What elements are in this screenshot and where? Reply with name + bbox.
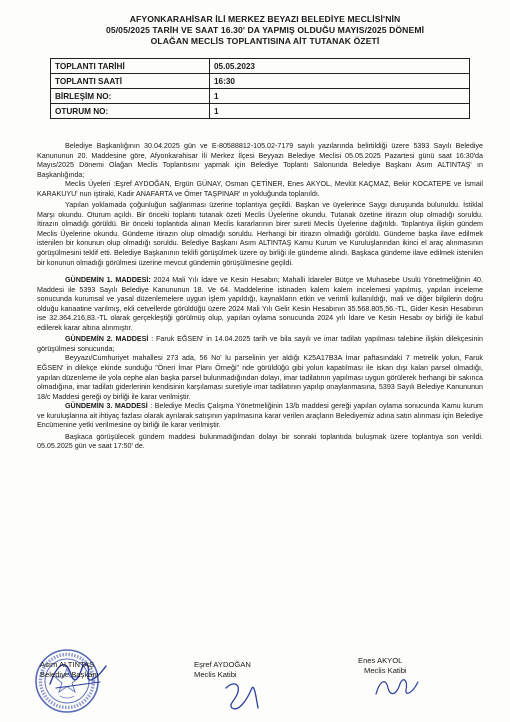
session-no-value: 1 [210,89,470,104]
intro-paragraph: Belediye Başkanlığının 30.04.2025 gün ve E-80588812-105.02-7179 sayılı yazılarında belirtildiği üzere 5393 Sayılı Belediye Kanununun 20. Maddesine göre, Afyonkarahisar İli Merkez İlçesi Beyyazı Belediye Meclisi 05.05.2025 Pazartesi günü saat 16:30'da Mayıs/2025 Dönemi Olağan Meclis Toplantısını yapmak için Belediye Toplantı Salonunda Belediye Başkanı Asım ALTINTAŞ' ın Başkanlığında; [37,142,483,179]
clerk-2-name: Enes AKYOL [358,656,403,665]
agenda-item-1 [37,276,483,333]
meeting-time-value: 16:30 [210,74,470,89]
meeting-time-label: TOPLANTI SAATİ [51,74,210,89]
agenda-item-3 [37,402,483,431]
agenda-item-2-heading: GÜNDEMİN 2. MADDESİ [65,335,149,344]
minutes-body [37,142,483,454]
agenda-item-2 [37,335,483,354]
title-line-1: AFYONKARAHİSAR İLİ MERKEZ BEYAZI BELEDİYE MECLİSİ'NİN [129,14,401,24]
closing-paragraph: Başkaca görüşülecek gündem maddesi bulunmadığından dolayı bir sonraki toplantıda buluşmak üzere toplantıya son verildi. 05.05.2025 gün ve saat 17:50' de. [37,432,483,451]
meeting-info-table [50,58,470,119]
title-line-3: OLAĞAN MECLİS TOPLANTISINA AİT TUTANAK ÖZETİ [150,36,380,46]
signature-block-mayor [40,660,99,680]
clerk-1-signature [218,678,268,714]
table-row [51,74,470,89]
title-line-2: 05/05/2025 TARİH VE SAAT 16.30' DA YAPMIŞ OLDUĞU MAYIS/2025 DÖNEMİ [105,25,425,35]
signature-block-clerk-2 [358,656,407,676]
mayor-name: Asım ALTINTAŞ [40,660,95,669]
sitting-no-label: OTURUM NO: [51,104,210,119]
agenda-item-1-text: 2024 Mali Yılı İdare ve Kesin Hesabın; Mahalli İdareler Bütçe ve Muhasebe Usulü Yönetmeliğinin 40. Maddesi ile 5393 Sayılı Belediye Kanununun 18. Ve 64. Maddelerine istinaden kalem kalem incelemesi yapılmış, yapılan inceleme sonucunda kurumsal ve yasal düzenlemelere uygun işlem yapıldığı, kaynakların etkin ve verimli kullanıldığı, mali ve diğer bilgilerin doğru olduğu kanaatine varılmış, ekli cetvellerde görüldüğü üzere 2024 Mali Yılı Gelir Kesin Hesabının 35.568.805,56.-TL, Gider Kesin Hesabının ise 32.364.216,83.-TL olarak gerçekleştiği görülmüş olup, yapılan oylama sonucunda 2024 yılı İdare ve Kesin Hesabı oy birliği ile kabul edilerek karar altına alınmıştır. [37,276,483,332]
meeting-date-value: 05.05.2023 [210,59,470,74]
agenda-item-2-details: Beyyazı/Cumhuriyet mahallesi 273 ada, 56 No' lu parselinin yer aldığı K25A17B3A İmar paftasındaki 7 metrelik yolun, Faruk EĞSEN' in dilekçe ekinde sunduğu "Öneri İmar Planı Örneği" nde görüldüğü gibi yolun kapatılması ile iskan dışı kalan parsel olmadığı, yapılan düzenleme ile yola cephe alan başka parsel bulunmadığından dolayı, imar tadilatının yapılması uygun görülerek herhangi bir sakınca olmadığına, imar tadilatı giderlerinin kendisinin karşılaması suretiyle imar tadilatının yapılıp onaylanmasına, 5393 Sayılı Belediye Kanununun 18/c Maddesi gereği oy birliği ile karar verilmiştir. [37,354,483,401]
document-title [30,14,500,47]
meeting-date-label: TOPLANTI TARİHİ [51,59,210,74]
session-no-label: BİRLEŞİM NO: [51,89,210,104]
sitting-no-value: 1 [210,104,470,119]
proceedings-paragraph: Yapılan yoklamada çoğunluğun sağlanması üzerine toplantıya geçildi. Başkan ve üyelerince Saygı duruşunda bulunuldu. İstiklal Marşı okundu. Oturum açıldı. Bir önceki toplantı tutanak özeti Meclis Üyelerine okundu. Tutanak özetine itirazın olup olmadığı soruldu. İtirazın olmadığı görüldü. Bir önceki toplantıda alınan Meclis kararlarının birer sureti Meclis Üyelerine dağıtıldı. Toplantıya ilişkin gündem Meclis Üyelerine okundu. Gündeme itirazın olup olmadığı soruldu. Herhangi bir itirazın olmadığı görüldü. Gündeme başka ilave edilmek istenilen bir konunun olup olmadığı soruldu. Belediye Başkanı Asım ALTINTAŞ Kamu Kurum ve Kuruluşlarından ikinci el araç alınmasının görüşülmesini teklif etti. Belediye Başkanının teklifi görüşülmek üzere oy birliği ile gündeme alındı. Başkaca gündeme ilave edilmek istenilen bir konunun olmadığı görülmesi üzerine mevcut gündemin görüşülmesine geçildi. [37,201,483,267]
agenda-item-3-heading: GÜNDEMİN 3. MADDESİ [65,402,148,411]
agenda-item-2-text: : Faruk EĞSEN' in 14.04.2025 tarih ve bila sayılı ve imar tadilatı yapılması talebine ilişkin dilekçesinin görüşülmesi sonucunda; [37,335,483,353]
agenda-item-1-heading: GÜNDEMİN 1. MADDESİ: [65,276,151,285]
signature-block-clerk-1 [194,660,251,680]
clerk-1-title: Meclis Katibi [194,670,237,679]
table-row [51,104,470,119]
members-paragraph: Meclis Üyeleri :Eşref AYDOĞAN, Ergün GÜNAY, Osman ÇETİNER, Enes AKYOL, Mevlüt KAÇMAZ, Bekir KOCATEPE ve İsmail KARAKUYU' nun iştiraki, Kadir ANAFARTA ve Ömer TAŞPINAR' ın yokluğunda toplanıldı. [37,180,483,198]
clerk-2-title: Meclis Katibi [364,666,407,675]
agenda-item-3-text: : Belediye Meclis Çalışma Yönetmeliğinin 13/b maddesi gereği yapılan oylama sonucunda Kamu kurum ve kuruluşlarına ait ihtiyaç fazlası olarak ayrılarak satışının yapılmasına karar verilen araçların Belediyemiz adına satın alınması için Belediye Encümenine yetki verilmesine oy birliği ile karar verilmiştir. [37,402,483,430]
table-row [51,89,470,104]
mayor-title: Belediye Başkanı [40,670,99,679]
table-row [51,59,470,74]
clerk-2-signature [370,672,422,702]
clerk-1-name: Eşref AYDOĞAN [194,660,251,669]
